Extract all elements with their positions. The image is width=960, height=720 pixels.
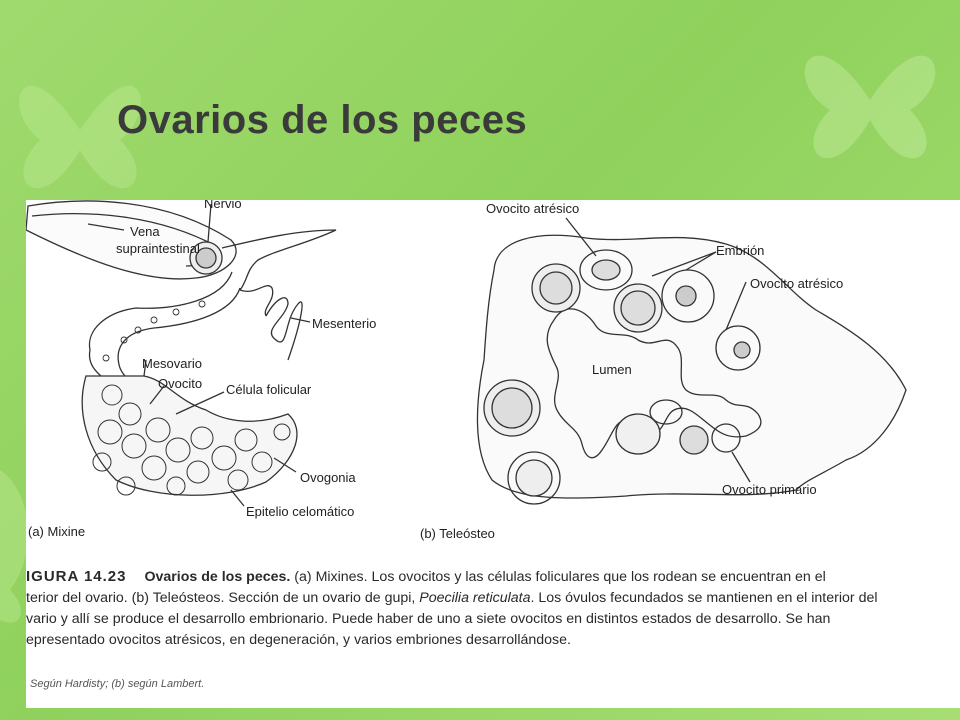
teleosteo-drawing [477, 218, 906, 504]
figure-number: IGURA 14.23 [26, 568, 127, 585]
label-mesovario: Mesovario [142, 356, 202, 371]
caption-line2-start: terior del ovario. (b) Teleósteos. Sección de un ovario de gupi, [26, 590, 420, 606]
label-caption-b: (b) Teleósteo [420, 526, 495, 541]
figure-caption [26, 566, 956, 651]
label-epitelio: Epitelio celomático [246, 504, 355, 519]
caption-line1-text: (a) Mixines. Los ovocitos y las células foliculares que los rodean se encuentran en el [294, 569, 826, 585]
caption-line-3: vario y allí se produce el desarrollo embrionario. Puede haber de uno a siete ovocitos en distintos estados de desarrollo. Se han [26, 611, 831, 627]
ovary-diagram [26, 200, 960, 550]
label-ovocito: Ovocito [158, 376, 203, 391]
butterfly-decoration-right [780, 0, 960, 200]
label-vena-line2: supraintestinal [116, 241, 200, 256]
label-embrion: Embrión [716, 243, 765, 258]
caption-line-4: epresentado ovocitos atrésicos, en degeneración, y varios embriones desarrollándose. [26, 632, 571, 648]
slide-title: Ovarios de los peces [117, 98, 528, 142]
caption-species-name: Poecilia reticulata [419, 590, 531, 606]
label-celula-folicular: Célula folicular [226, 382, 312, 397]
label-ovocito-atresico-top: Ovocito atrésico [486, 201, 580, 216]
label-lumen: Lumen [592, 362, 632, 377]
figure-panel [26, 200, 960, 708]
label-ovogonia: Ovogonia [300, 470, 356, 485]
caption-line-2 [26, 588, 956, 609]
caption-line2-end: . Los óvulos fecundados se mantienen en el interior del [530, 590, 878, 606]
figure-credit: Según Hardisty; (b) según Lambert. [30, 678, 205, 690]
label-ovocito-primario: Ovocito primario [722, 482, 817, 497]
label-mesenterio: Mesenterio [312, 316, 377, 331]
figure-title: Ovarios de los peces. [144, 569, 291, 585]
label-caption-a: (a) Mixine [28, 524, 86, 539]
label-nervio: Nervio [204, 200, 242, 211]
caption-line-1 [26, 566, 956, 588]
label-ovocito-atresico-right: Ovocito atrésico [750, 276, 844, 291]
label-vena-line1: Vena [130, 224, 160, 239]
